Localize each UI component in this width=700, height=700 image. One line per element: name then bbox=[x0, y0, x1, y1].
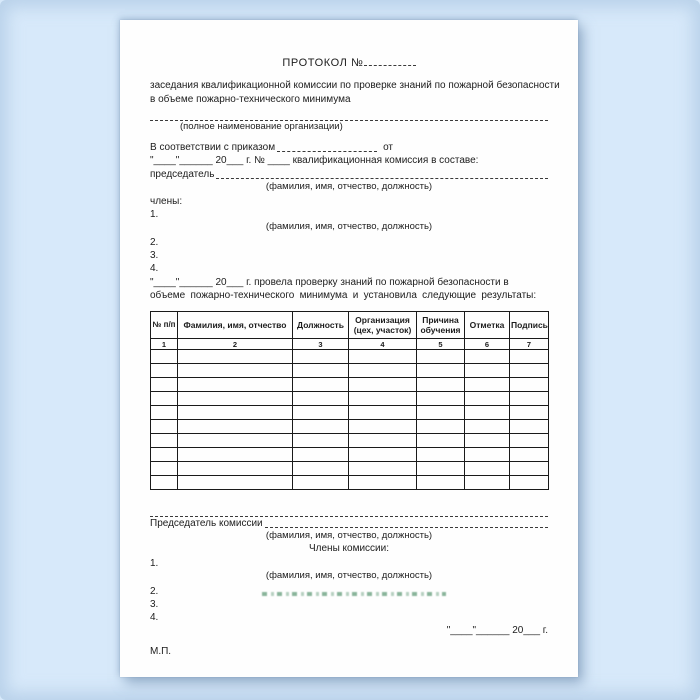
table-empty-cell bbox=[178, 350, 293, 364]
chairman-name-blank bbox=[216, 178, 548, 179]
table-column-number-cell: 4 bbox=[349, 339, 417, 350]
table-empty-cell bbox=[510, 448, 549, 462]
intro-line-2: в объеме пожарно-технического минимума bbox=[150, 93, 351, 105]
table-empty-cell bbox=[349, 420, 417, 434]
table-empty-cell bbox=[178, 392, 293, 406]
table-empty-cell bbox=[349, 364, 417, 378]
member-line-1 bbox=[150, 208, 548, 221]
table-empty-row bbox=[151, 392, 549, 406]
table-empty-row bbox=[151, 350, 549, 364]
table-empty-cell bbox=[465, 434, 510, 448]
sig-member-number-1: 1. bbox=[150, 558, 159, 569]
table-empty-cell bbox=[465, 350, 510, 364]
table-empty-cell bbox=[417, 434, 465, 448]
results-table bbox=[150, 311, 549, 490]
table-empty-cell bbox=[293, 476, 349, 490]
table-empty-cell bbox=[178, 406, 293, 420]
intro-line-1: заседания квалификационной комиссии по проверке знаний по пожарной безопасности bbox=[150, 80, 560, 91]
table-empty-cell bbox=[510, 476, 549, 490]
sig-members-title: Члены комиссии: bbox=[308, 543, 389, 554]
member-number-4: 4. bbox=[150, 263, 159, 274]
table-empty-cell bbox=[349, 434, 417, 448]
table-header-cell: Должность bbox=[293, 312, 349, 339]
table-header-cell: Фамилия, имя, отчество bbox=[178, 312, 293, 339]
table-empty-cell bbox=[178, 434, 293, 448]
sig-chairman-line bbox=[150, 517, 548, 530]
table-column-number-cell: 1 bbox=[151, 339, 178, 350]
fio-caption-2: (фамилия, имя, отчество, должность) bbox=[265, 221, 433, 232]
order-line bbox=[150, 141, 548, 154]
table-empty-cell bbox=[178, 462, 293, 476]
table-empty-cell bbox=[417, 392, 465, 406]
table-empty-cell bbox=[293, 434, 349, 448]
table-empty-row bbox=[151, 420, 549, 434]
table-empty-cell bbox=[178, 378, 293, 392]
sig-member-line-1 bbox=[150, 557, 548, 570]
sig-chairman-blank bbox=[265, 527, 548, 528]
table-header-cell: Причина обучения bbox=[417, 312, 465, 339]
table-empty-cell bbox=[510, 406, 549, 420]
sig-member-line-4 bbox=[150, 611, 548, 624]
table-empty-cell bbox=[465, 392, 510, 406]
sig-fio-caption-1: (фамилия, имя, отчество, должность) bbox=[265, 530, 433, 541]
table-empty-cell bbox=[465, 476, 510, 490]
protocol-document-page bbox=[120, 20, 578, 677]
table-header-cell: Организация (цех, участок) bbox=[349, 312, 417, 339]
conclusion-line-1: "____"______ 20___ г. провела проверку знаний по пожарной безопасности в bbox=[150, 277, 509, 288]
fio-caption-1: (фамилия, имя, отчество, должность) bbox=[265, 181, 433, 192]
table-empty-cell bbox=[293, 392, 349, 406]
page-title bbox=[150, 55, 548, 70]
protocol-title-text: ПРОТОКОЛ № bbox=[282, 57, 364, 69]
table-empty-cell bbox=[151, 392, 178, 406]
table-empty-cell bbox=[151, 378, 178, 392]
chairman-label: председатель bbox=[150, 169, 215, 180]
table-empty-row bbox=[151, 434, 549, 448]
table-empty-cell bbox=[151, 350, 178, 364]
table-empty-cell bbox=[151, 406, 178, 420]
member-number-1: 1. bbox=[150, 209, 159, 220]
table-empty-cell bbox=[151, 448, 178, 462]
table-empty-cell bbox=[293, 420, 349, 434]
chairman-line bbox=[150, 168, 548, 181]
table-empty-cell bbox=[349, 406, 417, 420]
order-from-label: от bbox=[383, 142, 393, 153]
sig-chairman-label: Председатель комиссии bbox=[150, 518, 263, 529]
table-empty-row bbox=[151, 364, 549, 378]
table-column-number-cell: 7 bbox=[510, 339, 549, 350]
sig-member-number-4: 4. bbox=[150, 612, 159, 623]
intro-paragraph bbox=[150, 79, 560, 106]
table-empty-cell bbox=[293, 378, 349, 392]
results-table-column-number-row bbox=[151, 339, 549, 350]
table-empty-cell bbox=[293, 364, 349, 378]
table-empty-cell bbox=[349, 462, 417, 476]
green-watermark bbox=[262, 592, 446, 596]
members-label: члены: bbox=[150, 196, 183, 207]
results-table-header-row bbox=[151, 312, 549, 339]
order-prefix-label: В соответствии с приказом bbox=[150, 142, 276, 153]
table-empty-cell bbox=[465, 406, 510, 420]
table-column-number-cell: 6 bbox=[465, 339, 510, 350]
table-column-number-cell: 3 bbox=[293, 339, 349, 350]
table-empty-cell bbox=[465, 378, 510, 392]
table-empty-cell bbox=[349, 378, 417, 392]
table-empty-cell bbox=[417, 406, 465, 420]
table-empty-cell bbox=[510, 392, 549, 406]
conclusion-line-2: объеме пожарно-технического минимума и установила следующие результаты: bbox=[150, 290, 537, 301]
table-empty-cell bbox=[510, 364, 549, 378]
sig-member-line-3 bbox=[150, 598, 548, 611]
table-empty-cell bbox=[293, 462, 349, 476]
table-empty-cell bbox=[417, 378, 465, 392]
sig-fio-caption-2: (фамилия, имя, отчество, должность) bbox=[265, 570, 433, 581]
stamp-label: М.П. bbox=[150, 646, 172, 657]
table-empty-cell bbox=[510, 434, 549, 448]
sig-member-number-3: 3. bbox=[150, 599, 159, 610]
table-empty-cell bbox=[349, 476, 417, 490]
member-line-4 bbox=[150, 262, 548, 275]
table-empty-cell bbox=[178, 420, 293, 434]
member-line-2 bbox=[150, 236, 548, 249]
table-empty-cell bbox=[349, 350, 417, 364]
order-date-line: "____"______ 20___ г. № ____ квалификационная комиссия в составе: bbox=[150, 155, 479, 166]
organization-caption: (полное наименование организации) bbox=[180, 121, 343, 132]
table-empty-cell bbox=[293, 448, 349, 462]
table-empty-cell bbox=[465, 462, 510, 476]
member-number-3: 3. bbox=[150, 250, 159, 261]
table-empty-cell bbox=[417, 420, 465, 434]
table-empty-cell bbox=[178, 476, 293, 490]
table-empty-cell bbox=[417, 476, 465, 490]
table-empty-cell bbox=[293, 406, 349, 420]
table-empty-row bbox=[151, 476, 549, 490]
table-header-cell: № п/п bbox=[151, 312, 178, 339]
table-empty-cell bbox=[510, 350, 549, 364]
table-empty-cell bbox=[465, 448, 510, 462]
sig-member-number-2: 2. bbox=[150, 586, 159, 597]
table-empty-cell bbox=[417, 364, 465, 378]
table-column-number-cell: 2 bbox=[178, 339, 293, 350]
order-number-blank bbox=[277, 151, 377, 152]
table-empty-cell bbox=[510, 420, 549, 434]
signature-top-blank-line bbox=[150, 510, 548, 517]
table-empty-cell bbox=[510, 378, 549, 392]
table-empty-cell bbox=[417, 462, 465, 476]
protocol-number-blank bbox=[364, 55, 416, 66]
table-empty-cell bbox=[151, 434, 178, 448]
results-table-body bbox=[151, 350, 549, 490]
table-empty-row bbox=[151, 462, 549, 476]
table-header-cell: Отметка bbox=[465, 312, 510, 339]
table-empty-cell bbox=[151, 420, 178, 434]
table-empty-cell bbox=[417, 350, 465, 364]
table-empty-cell bbox=[178, 448, 293, 462]
table-empty-row bbox=[151, 378, 549, 392]
table-empty-cell bbox=[151, 462, 178, 476]
table-empty-row bbox=[151, 448, 549, 462]
table-empty-cell bbox=[465, 364, 510, 378]
organization-name-blank-line bbox=[150, 108, 548, 121]
table-empty-cell bbox=[465, 420, 510, 434]
table-empty-cell bbox=[151, 476, 178, 490]
table-empty-cell bbox=[178, 364, 293, 378]
table-empty-row bbox=[151, 406, 549, 420]
table-header-cell: Подпись bbox=[510, 312, 549, 339]
sig-member-line-2 bbox=[150, 585, 548, 598]
table-empty-cell bbox=[349, 392, 417, 406]
table-empty-cell bbox=[293, 350, 349, 364]
member-number-2: 2. bbox=[150, 237, 159, 248]
table-empty-cell bbox=[417, 448, 465, 462]
table-column-number-cell: 5 bbox=[417, 339, 465, 350]
signature-date-line: "____"______ 20___ г. bbox=[446, 625, 548, 636]
table-empty-cell bbox=[510, 462, 549, 476]
member-line-3 bbox=[150, 249, 548, 262]
table-empty-cell bbox=[349, 448, 417, 462]
table-empty-cell bbox=[151, 364, 178, 378]
